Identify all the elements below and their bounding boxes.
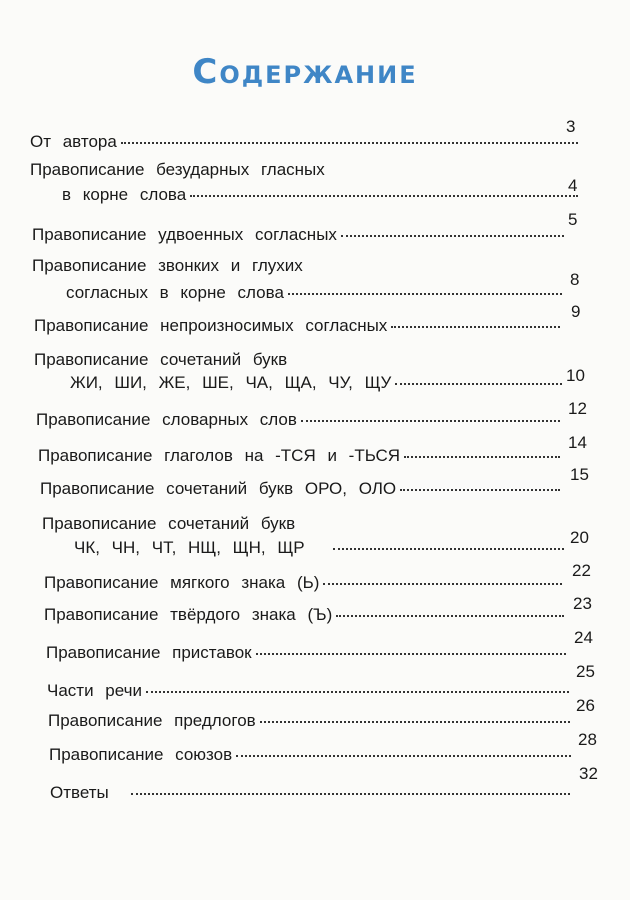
toc-entry-title: Правописание сочетаний букв <box>42 514 296 533</box>
toc-entry-title: Правописание глаголов на -ТСЯ и -ТЬСЯ <box>38 446 401 465</box>
toc-page-number: 5 <box>568 210 578 229</box>
toc-entry-title: Правописание союзов <box>49 745 233 764</box>
toc-entry <box>70 373 566 393</box>
toc-entry-title: согласных в корне слова <box>66 283 284 302</box>
toc-entry <box>30 132 582 152</box>
leader-dots <box>131 792 570 795</box>
toc-page-number: 22 <box>572 561 591 580</box>
page-title: Содержание <box>192 52 418 92</box>
toc-entry <box>40 479 564 499</box>
toc-page-number: 24 <box>574 628 593 647</box>
toc-page-number: 14 <box>568 433 587 452</box>
toc-entry-title: ЧК, ЧН, ЧТ, НЩ, ЩН, ЩР <box>74 538 305 557</box>
toc-entry-title: Правописание приставок <box>46 643 252 662</box>
toc-entry <box>74 538 568 558</box>
toc-page-number: 32 <box>579 764 598 783</box>
toc-entry <box>50 783 574 803</box>
toc-entry-title: Правописание сочетаний букв <box>34 350 288 369</box>
leader-dots <box>301 419 560 422</box>
toc-entry <box>66 283 566 303</box>
toc-entry <box>49 745 575 765</box>
toc-page-number: 3 <box>566 117 576 136</box>
toc-entry <box>44 573 566 593</box>
toc-entry <box>48 711 574 731</box>
toc-entry-title: в корне слова <box>62 185 187 204</box>
toc-page-number: 26 <box>576 696 595 715</box>
leader-dots <box>333 547 564 550</box>
toc-entry-title: Правописание мягкого знака (Ь) <box>44 573 320 592</box>
leader-dots <box>341 234 564 237</box>
toc-page-number: 23 <box>573 594 592 613</box>
toc-entry <box>46 643 570 663</box>
toc-page-number: 8 <box>570 270 580 289</box>
toc-page-number: 10 <box>566 366 585 385</box>
toc-entry-title: Правописание словарных слов <box>36 410 297 429</box>
toc-page-number: 4 <box>568 176 578 195</box>
toc-entry-title: Ответы <box>50 783 109 802</box>
toc-entry-title: Правописание удвоенных согласных <box>32 225 337 244</box>
toc-entry-title: ЖИ, ШИ, ЖЕ, ШЕ, ЧА, ЩА, ЧУ, ЩУ <box>70 373 392 392</box>
toc-entry-title: Правописание звонких и глухих <box>32 256 303 275</box>
toc-entry <box>47 681 573 701</box>
toc-entry-title: Части речи <box>47 681 142 700</box>
leader-dots <box>190 194 578 197</box>
leader-dots <box>400 488 560 491</box>
toc-entry-title: Правописание предлогов <box>48 711 256 730</box>
leader-dots <box>288 292 562 295</box>
leader-dots <box>256 652 566 655</box>
toc-entry <box>32 225 568 245</box>
toc-page-number: 12 <box>568 399 587 418</box>
leader-dots <box>336 614 564 617</box>
toc-page-number: 20 <box>570 528 589 547</box>
toc-page-number: 28 <box>578 730 597 749</box>
toc-page-number: 25 <box>576 662 595 681</box>
leader-dots <box>146 690 569 693</box>
toc-entry-title: Правописание непроизносимых согласных <box>34 316 388 335</box>
leader-dots <box>391 325 560 328</box>
leader-dots <box>236 754 571 757</box>
toc-entry-title: От автора <box>30 132 117 151</box>
toc-page-number: 15 <box>570 465 589 484</box>
toc-entry <box>36 410 564 430</box>
leader-dots <box>395 382 562 385</box>
toc-page-number: 9 <box>571 302 581 321</box>
toc-entry <box>62 185 582 205</box>
toc-entry <box>34 316 564 336</box>
leader-dots <box>121 141 578 144</box>
toc-entry-title: Правописание сочетаний букв ОРО, ОЛО <box>40 479 397 498</box>
leader-dots <box>404 455 560 458</box>
toc-entry <box>38 446 564 466</box>
leader-dots <box>323 582 562 585</box>
toc-entry <box>44 605 568 625</box>
toc-entry-title: Правописание твёрдого знака (Ъ) <box>44 605 333 624</box>
toc-entry-title: Правописание безударных гласных <box>30 160 325 179</box>
leader-dots <box>260 720 570 723</box>
